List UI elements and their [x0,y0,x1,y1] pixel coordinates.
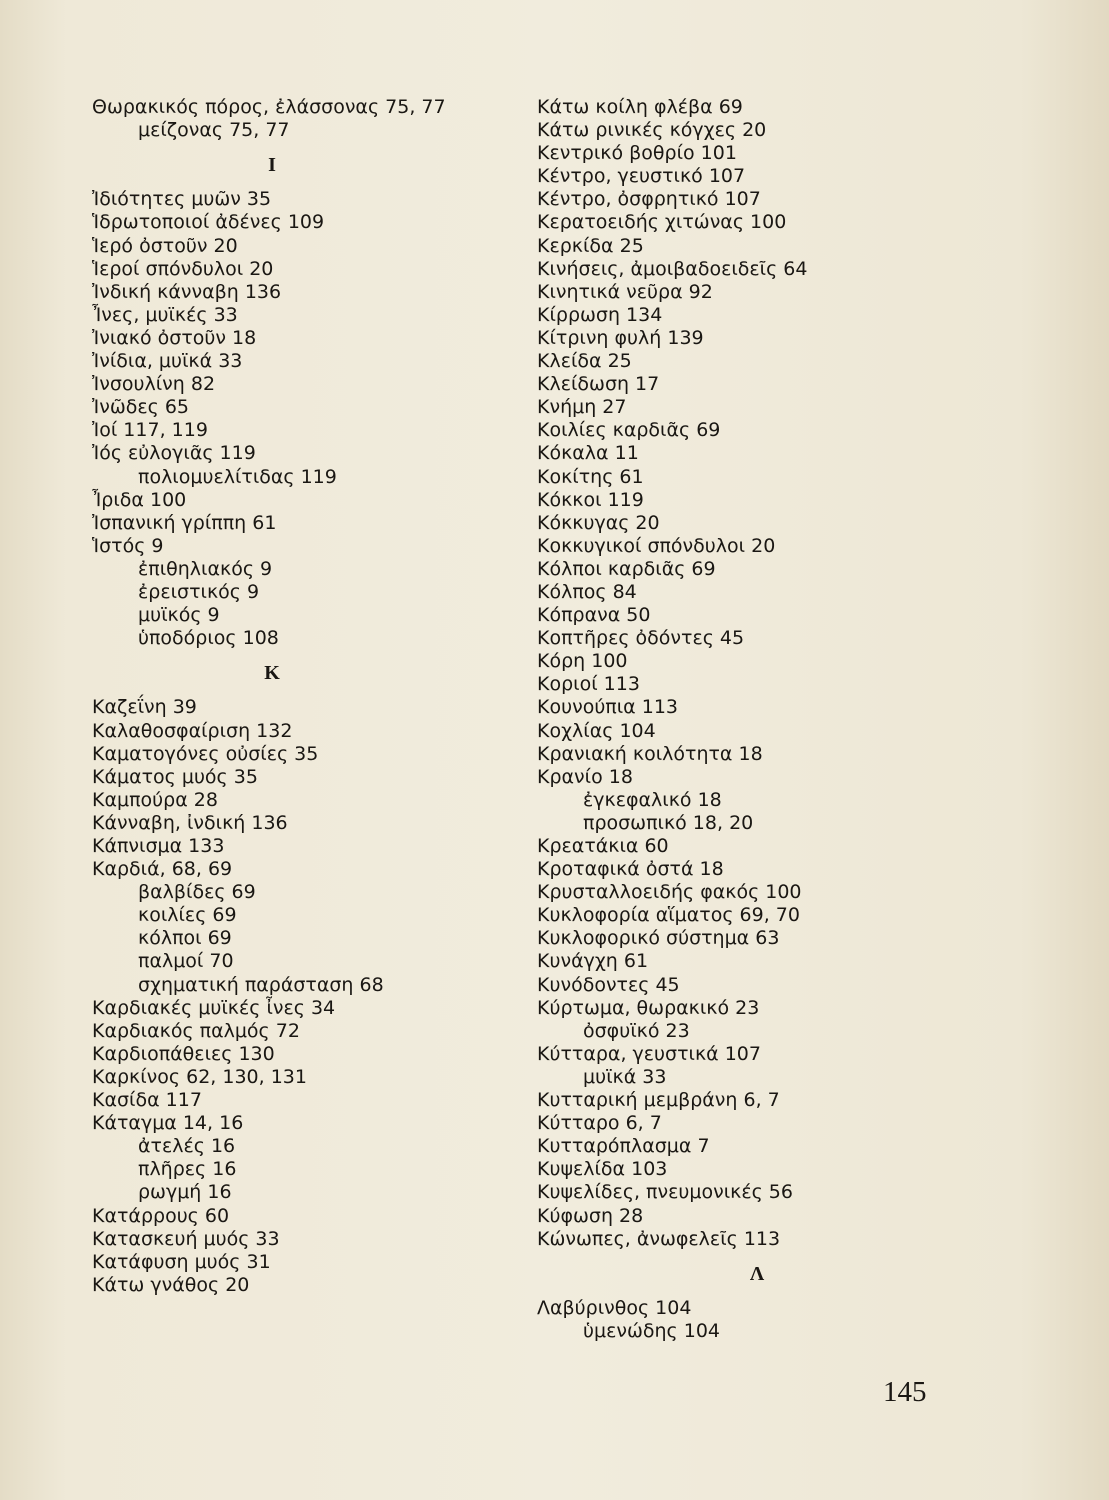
index-entry: Καρδιά, 68, 69 [92,858,233,881]
index-entry: Κώνωπες, ἀνωφελεῖς 113 [537,1227,781,1250]
index-entry: Κάνναβη, ἰνδική 136 [92,811,288,834]
index-entry: Ἰνσουλίνη 82 [92,373,216,396]
index-subentry: σχηματική παράσταση 68 [138,973,384,996]
index-entry: Κυψελίδες, πνευμονικές 56 [537,1181,793,1204]
index-subentry: ὑμενώδης 104 [583,1319,720,1342]
index-entry: Θωρακικός πόρος, ἐλάσσονας 75, 77 [92,96,446,118]
index-entry: Κρανιακή κοιλότητα 18 [537,742,763,765]
index-entry: Καλαθοσφαίριση 132 [92,719,293,742]
index-entry: Ἶνες, μυϊκές 33 [92,303,238,326]
index-entry: Κοριοί 113 [537,673,640,696]
index-entry: Κινητικά νεῦρα 92 [537,280,713,303]
index-entry: Κίρρωση 134 [537,303,663,326]
index-entry: Κυκλοφορία αἵματος 69, 70 [537,904,800,927]
index-subentry: μυϊκά 33 [583,1065,667,1088]
index-entry: Κάτω γνάθος 20 [92,1273,250,1296]
index-entry: Καζεΐνη 39 [92,696,197,719]
index-entry: Κάτω ρινικές κόγχες 20 [537,119,767,142]
index-entry: Ἱερό ὀστοῦν 20 [92,234,238,257]
index-entry: Ἰνίδια, μυϊκά 33 [92,350,243,373]
index-entry: Ἰνιακό ὀστοῦν 18 [92,326,257,349]
index-entry: Κόλπος 84 [537,580,637,603]
index-entry: Κρυσταλλοειδής φακός 100 [537,881,802,904]
index-entry: Ἶριδα 100 [92,488,187,511]
index-entry: Ἱστός 9 [92,534,164,557]
index-subentry: προσωπικό 18, 20 [583,811,754,834]
index-column-left [92,96,492,1297]
index-entry: Κάταγμα 14, 16 [92,1112,244,1135]
index-entry: Κατάρρους 60 [92,1204,230,1227]
index-entry: Καρδιοπάθειες 130 [92,1042,275,1065]
index-entry: Κινήσεις, ἀμοιβαδοειδεῖς 64 [537,257,808,280]
index-entry: Κοιλίες καρδιᾶς 69 [537,419,721,442]
index-subentry: παλμοί 70 [138,950,234,973]
index-entry: Κύτταρα, γευστικά 107 [537,1042,761,1065]
index-entry: Κρανίο 18 [537,765,633,788]
index-entry: Κάτω κοίλη φλέβα 69 [537,96,743,118]
index-entry: Ἰνδική κάνναβη 136 [92,280,282,303]
index-subentry: κοιλίες 69 [138,904,237,927]
index-entry: Κόκαλα 11 [537,442,639,465]
index-entry: Κάπνισμα 133 [92,835,225,857]
index-entry: Κόλποι καρδιᾶς 69 [537,557,716,580]
index-subentry: κόλποι 69 [138,927,232,950]
index-entry: Κοκίτης 61 [537,465,644,488]
index-entry: Κερκίδα 25 [537,234,644,257]
index-subentry: μείζονας 75, 77 [138,119,290,142]
index-subentry: ἐγκεφαλικό 18 [583,788,722,811]
index-subentry: ἀτελές 16 [138,1135,236,1158]
section-letter-heading: Ι [268,154,276,177]
index-entry: Κυτταρόπλασμα 7 [537,1135,710,1158]
section-letter-heading: Λ [749,1262,765,1285]
index-entry: Κυτταρική μεμβράνη 6, 7 [537,1089,780,1112]
index-entry: Καμπούρα 28 [92,788,218,811]
index-subentry: πλῆρες 16 [138,1158,237,1181]
index-entry: Ἰός εὐλογιᾶς 119 [92,442,256,465]
index-entry: Κνήμη 27 [537,396,627,419]
index-subentry: πολιομυελίτιδας 119 [138,465,337,488]
index-entry: Κατάφυση μυός 31 [92,1250,271,1273]
index-entry: Κασίδα 117 [92,1089,202,1112]
index-entry: Κυκλοφορικό σύστημα 63 [537,927,780,950]
index-column-right [537,96,987,1343]
index-entry: Ἰσπανική γρίππη 61 [92,511,277,534]
index-entry: Καρδιακές μυϊκές ἶνες 34 [92,996,336,1019]
index-entry: Ἱδρωτοποιοί ἀδένες 109 [92,211,325,234]
section-letter-heading: Κ [264,662,280,685]
index-entry: Κερατοειδής χιτώνας 100 [537,211,787,234]
index-entry: Κοπτῆρες ὀδόντες 45 [537,627,745,650]
index-entry: Κροταφικά ὀστά 18 [537,858,724,881]
index-subentry: ἐρειστικός 9 [138,580,260,603]
index-entry: Κλείδα 25 [537,350,632,373]
index-subentry: μυϊκός 9 [138,604,220,627]
index-entry: Ἰνῶδες 65 [92,396,190,419]
index-entry: Καρκίνος 62, 130, 131 [92,1065,307,1088]
index-entry: Κυψελίδα 103 [537,1158,668,1181]
index-entry: Κεντρικό βοθρίο 101 [537,142,737,165]
index-subentry: ρωγμή 16 [138,1181,232,1204]
index-subentry: ὑποδόριος 108 [138,627,279,650]
index-entry: Κέντρο, ὀσφρητικό 107 [537,188,761,211]
index-entry: Κύρτωμα, θωρακικό 23 [537,996,760,1019]
index-entry: Κυνάγχη 61 [537,950,649,973]
index-entry: Λαβύρινθος 104 [537,1296,692,1319]
index-entry: Κόκκυγας 20 [537,511,660,534]
index-entry: Κυνόδοντες 45 [537,973,680,996]
index-subentry: ἐπιθηλιακός 9 [138,557,273,580]
index-entry: Ἰοί 117, 119 [92,419,208,442]
index-entry: Κέντρο, γευστικό 107 [537,165,746,188]
index-entry: Καρδιακός παλμός 72 [92,1019,300,1042]
index-entry: Ἱεροί σπόνδυλοι 20 [92,257,274,280]
index-entry: Κρεατάκια 60 [537,835,669,857]
index-entry: Κουνούπια 113 [537,696,679,719]
index-entry: Κόπρανα 50 [537,604,651,627]
index-entry: Ἰδιότητες μυῶν 35 [92,188,272,211]
index-subentry: βαλβίδες 69 [138,881,256,904]
index-entry: Κύφωση 28 [537,1204,644,1227]
index-entry: Καματογόνες οὐσίες 35 [92,742,319,765]
index-subentry: ὀσφυϊκό 23 [583,1019,690,1042]
index-entry: Κοκκυγικοί σπόνδυλοι 20 [537,534,776,557]
index-entry: Κύτταρο 6, 7 [537,1112,662,1135]
index-entry: Κόρη 100 [537,650,628,673]
page-number: 145 [883,1376,927,1408]
index-entry: Κόκκοι 119 [537,488,644,511]
index-entry: Κλείδωση 17 [537,373,660,396]
index-entry: Κατασκευή μυός 33 [92,1227,280,1250]
index-entry: Κάματος μυός 35 [92,765,258,788]
index-entry: Κίτρινη φυλή 139 [537,326,704,349]
index-entry: Κοχλίας 104 [537,719,656,742]
